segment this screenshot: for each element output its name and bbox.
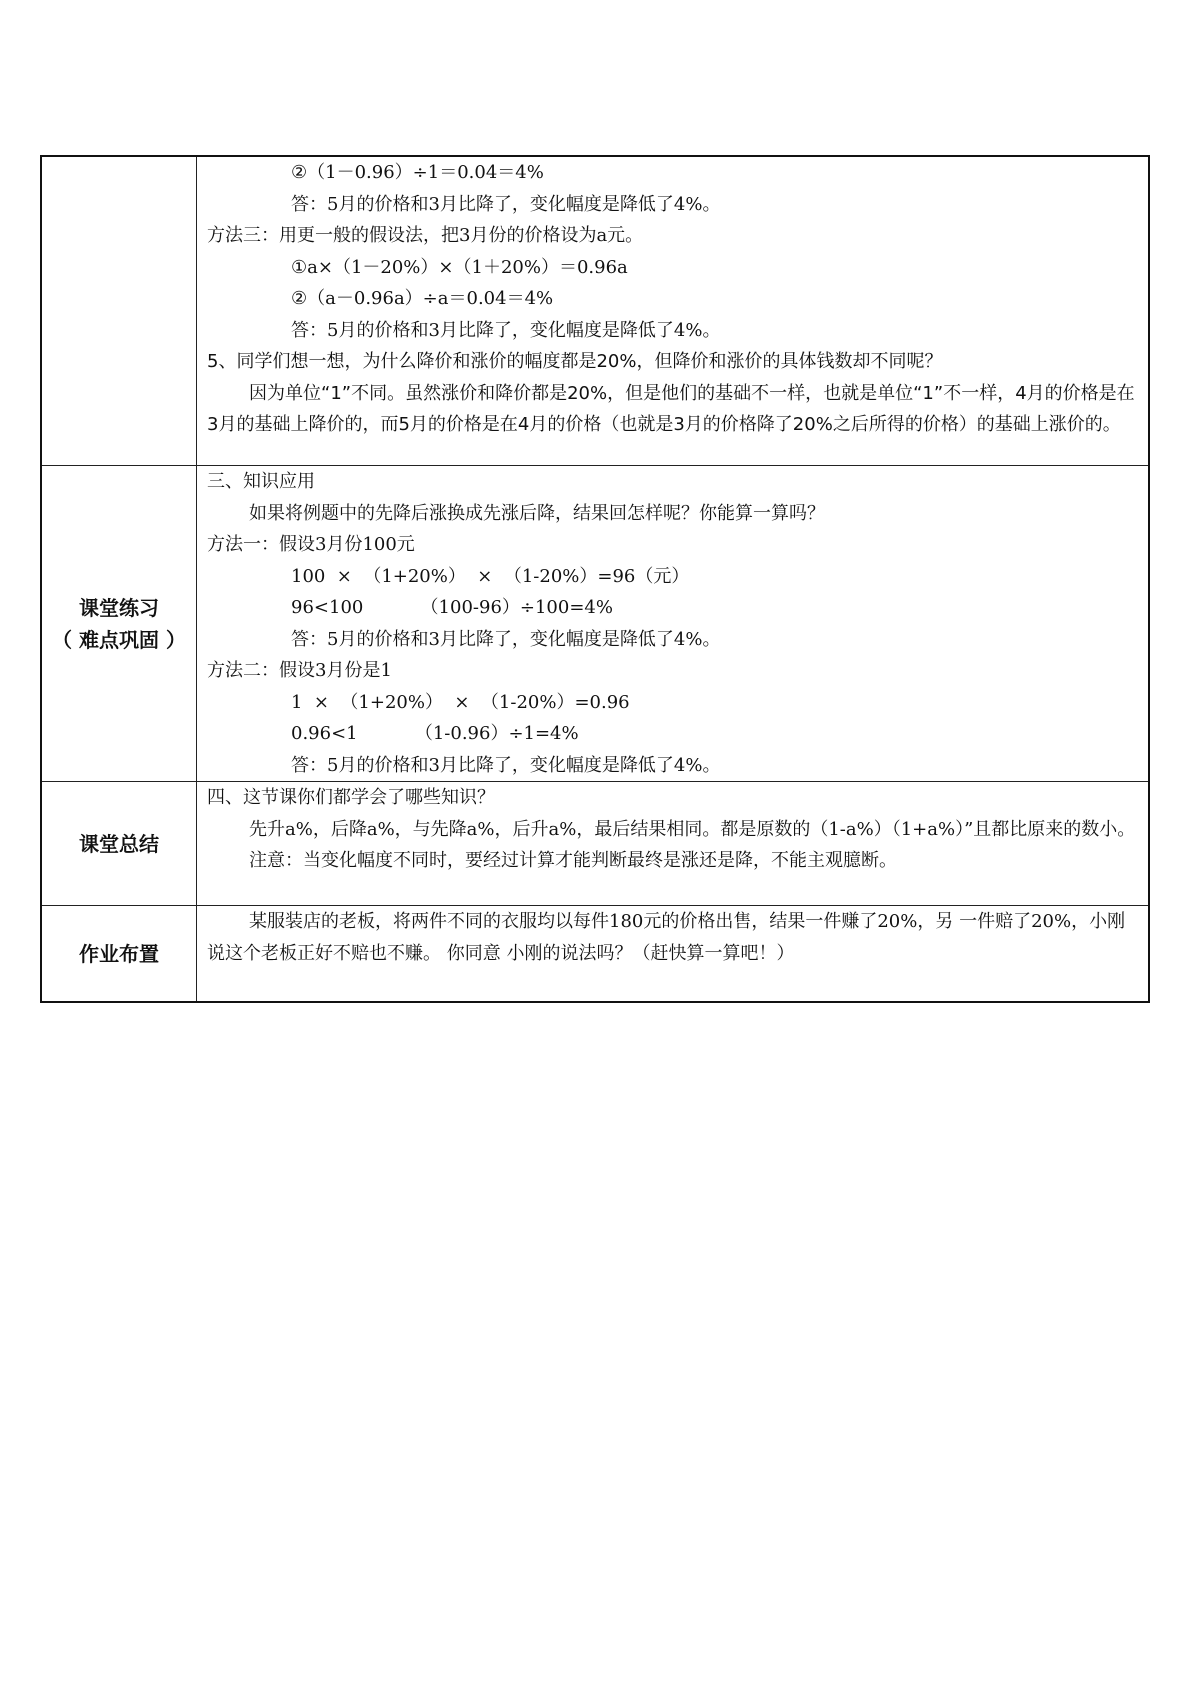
row-content (197, 906, 1150, 1003)
text-line: 如果将例题中的先降后涨换成先涨后降，结果回怎样呢？你能算一算吗？ (249, 502, 825, 524)
text-line: 方法一：假设3月份100元 (207, 534, 415, 555)
row-label: 作业布置 (41, 906, 197, 1003)
text-line: 答：5月的价格和3月比降了，变化幅度是降低了4%。 (291, 319, 721, 341)
text-line: 方法三：用更一般的假设法，把3月份的价格设为a元。 (207, 225, 644, 246)
row-label-empty (41, 156, 197, 466)
row-content (197, 156, 1150, 466)
text-line: 注意：当变化幅度不同时，要经过计算才能判断最终是涨还是降，不能主观臆断。 (249, 850, 897, 871)
section-heading: 四、这节课你们都学会了哪些知识？ (207, 787, 495, 808)
lesson-plan-table (40, 155, 1150, 1003)
table-row (41, 906, 1149, 1003)
text-line: ②（1－0.96）÷1＝0.04＝4% (291, 162, 544, 183)
table-row (41, 156, 1149, 466)
text-line: 96<100 （100-96）÷100=4% (291, 597, 613, 618)
row-label-subtitle: （ 难点巩固 ） (52, 627, 186, 652)
explanation-paragraph: 因为单位“1”不同。虽然涨价和降价都是20%，但是他们的基础不一样，也就是单位“1”不一样，4月的价格是在3月的基础上降价的，而5月的价格是在4月的价格（也就是3月的价格降了20%之后所得的价格）的基础上涨价的。 (207, 382, 1135, 435)
text-line: 0.96<1 （1-0.96）÷1=4% (291, 723, 579, 744)
row-label-title: 课堂练习 (79, 595, 159, 620)
row-content (197, 782, 1150, 906)
summary-paragraph: 先升a%，后降a%，与先降a%，后升a%，最后结果相同。都是原数的（1-a%）（1+a%）”且都比原来的数小。 (249, 818, 1136, 840)
text-line: 答：5月的价格和3月比降了，变化幅度是降低了4%。 (291, 754, 721, 776)
text-line: ①a×（1－20%）×（1＋20%）＝0.96a (291, 256, 628, 278)
table-row (41, 466, 1149, 782)
homework-paragraph: 某服装店的老板，将两件不同的衣服均以每件180元的价格出售，结果一件赚了20%，另 一件赔了20%，小刚说这个老板正好不赔也不赚。 你同意 小刚的说法吗？（赶快算一算吧！） (207, 911, 1126, 964)
row-label (41, 466, 197, 782)
table-row (41, 782, 1149, 906)
text-line: 答：5月的价格和3月比降了，变化幅度是降低了4%。 (291, 193, 721, 215)
section-heading: 三、知识应用 (207, 471, 315, 492)
text-line: ②（a－0.96a）÷a＝0.04＝4% (291, 288, 554, 309)
text-line: 答：5月的价格和3月比降了，变化幅度是降低了4%。 (291, 628, 721, 650)
text-line: 100 × （1+20%） × （1-20%）=96（元） (291, 565, 690, 587)
row-label: 课堂总结 (41, 782, 197, 906)
text-line: 方法二：假设3月份是1 (207, 660, 392, 681)
question-line: 5、同学们想一想，为什么降价和涨价的幅度都是20%，但降价和涨价的具体钱数却不同呢？ (207, 351, 943, 372)
row-content (197, 466, 1150, 782)
text-line: 1 × （1+20%） × （1-20%）=0.96 (291, 691, 630, 713)
